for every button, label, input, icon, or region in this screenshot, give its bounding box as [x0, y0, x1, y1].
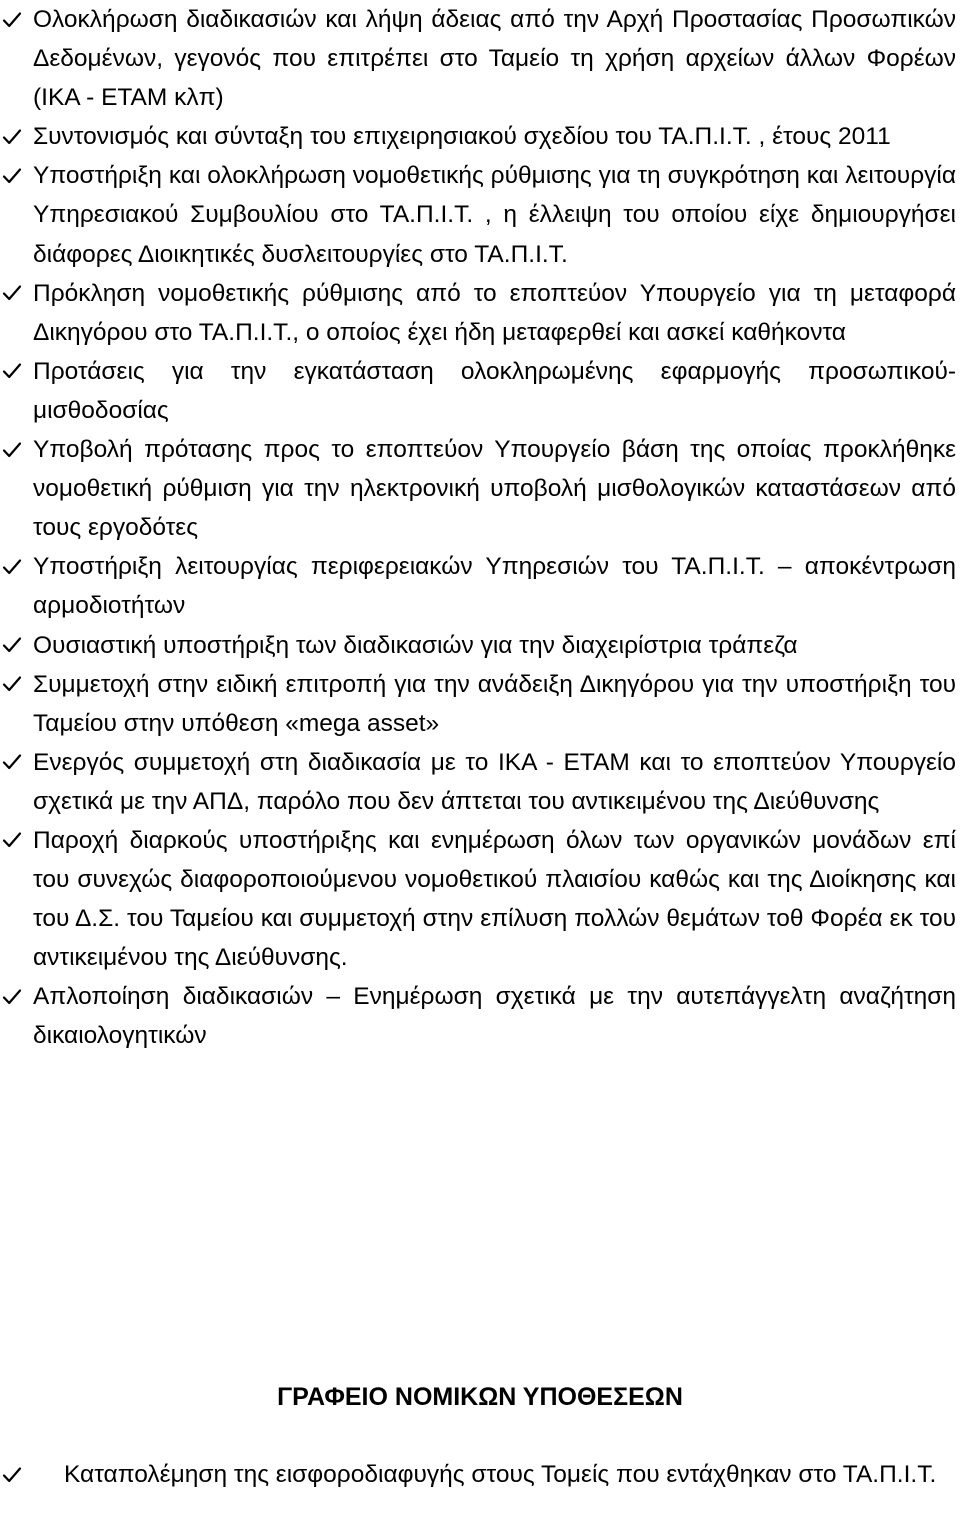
checkmark-icon [2, 0, 26, 39]
list-item-text: Συμμετοχή στην ειδική επιτροπή για την ανάδειξη Δικηγόρου για την υποστήριξη του Ταμείου στην υπόθεση «mega asset» [33, 670, 956, 737]
list-item-text: Υποστήριξη λειτουργίας περιφερειακών Υπηρεσιών του ΤΑ.Π.Ι.Τ. – αποκέντρωση αρμοδιοτήτων [33, 553, 956, 620]
checkmark-icon [2, 665, 26, 704]
list-item-text: Πρόκληση νομοθετικής ρύθμισης από το εποπτεύον Υπουργείο για τη μεταφορά Δικηγόρου στο ΤΑ.Π.Ι.Τ., ο οποίος έχει ήδη μεταφερθεί και ασκεί καθήκοντα [33, 279, 956, 346]
list-item [0, 156, 960, 273]
checkmark-icon [2, 1455, 26, 1494]
legal-office-list [0, 1455, 960, 1494]
list-item-text: Προτάσεις για την εγκατάσταση ολοκληρωμένης εφαρμογής προσωπικού-μισθοδοσίας [33, 357, 956, 424]
list-item [0, 1455, 960, 1494]
checkmark-icon [2, 274, 26, 313]
list-item-text: Ενεργός συμμετοχή στη διαδικασία με το ΙΚΑ - ΕΤΑΜ και το εποπτεύον Υπουργείο σχετικά με την ΑΠΔ, παρόλο που δεν άπτεται του αντικειμένου της Διεύθυνσης [33, 748, 956, 815]
list-item-text: Απλοποίηση διαδικασιών – Ενημέρωση σχετικά με την αυτεπάγγελτη αναζήτηση δικαιολογητικών [33, 983, 956, 1050]
list-item [0, 626, 960, 665]
list-item-text: Συντονισμός και σύνταξη του επιχειρησιακού σχεδίου του ΤΑ.Π.Ι.Τ. , έτους 2011 [33, 123, 891, 151]
list-item [0, 547, 960, 625]
checkmark-icon [2, 352, 26, 391]
list-item [0, 117, 960, 156]
checkmark-icon [2, 743, 26, 782]
list-item [0, 743, 960, 821]
list-item [0, 274, 960, 352]
checkmark-icon [2, 156, 26, 195]
checkmark-icon [2, 117, 26, 156]
list-item-text: Παροχή διαρκούς υποστήριξης και ενημέρωση όλων των οργανικών μονάδων επί του συνεχώς διαφοροποιούμενου νομοθετικού πλαισίου καθώς και της Διοίκησης και του Δ.Σ. του Ταμείου και συμμετοχή στην επίλυση πολλών θεμάτων τοθ Φορέα εκ του αντικειμένου της Διεύθυνσης. [33, 826, 956, 972]
list-item-text: Υποστήριξη και ολοκλήρωση νομοθετικής ρύθμισης για τη συγκρότηση και λειτουργία Υπηρεσιακού Συμβουλίου στο ΤΑ.Π.Ι.Τ. , η έλλειψη του οποίου είχε δημιουργήσει διάφορες Διοικητικές δυσλειτουργίες στο ΤΑ.Π.Ι.Τ. [33, 162, 956, 268]
section-heading: ΓΡΑΦΕΙΟ ΝΟΜΙΚΩΝ ΥΠΟΘΕΣΕΩΝ [277, 1383, 683, 1411]
list-item [0, 430, 960, 547]
list-item [0, 0, 960, 117]
checkmark-icon [2, 977, 26, 1016]
list-item-text: Υποβολή πρότασης προς το εποπτεύον Υπουργείο βάση της οποίας προκλήθηκε νομοθετική ρύθμιση για την ηλεκτρονική υποβολή μισθολογικών καταστάσεων από τους εργοδότες [33, 436, 956, 542]
checkmark-icon [2, 430, 26, 469]
list-item [0, 977, 960, 1055]
checkmark-icon [2, 626, 26, 665]
list-item-text: Ολοκλήρωση διαδικασιών και λήψη άδειας από την Αρχή Προστασίας Προσωπικών Δεδομένων, γεγονός που επιτρέπει στο Ταμείο τη χρήση αρχείων άλλων Φορέων (ΙΚΑ - ΕΤΑΜ κλπ) [33, 6, 956, 112]
checkmark-icon [2, 821, 26, 860]
list-item-text: Ουσιαστική υποστήριξη των διαδικασιών για την διαχειρίστρια τράπεζα [33, 631, 798, 659]
checkmark-icon [2, 547, 26, 586]
list-item-text: Καταπολέμηση της εισφοροδιαφυγής στους Τομείς που εντάχθηκαν στο ΤΑ.Π.Ι.Τ. [64, 1461, 937, 1488]
list-item [0, 352, 960, 430]
list-item [0, 665, 960, 743]
list-item [0, 821, 960, 977]
